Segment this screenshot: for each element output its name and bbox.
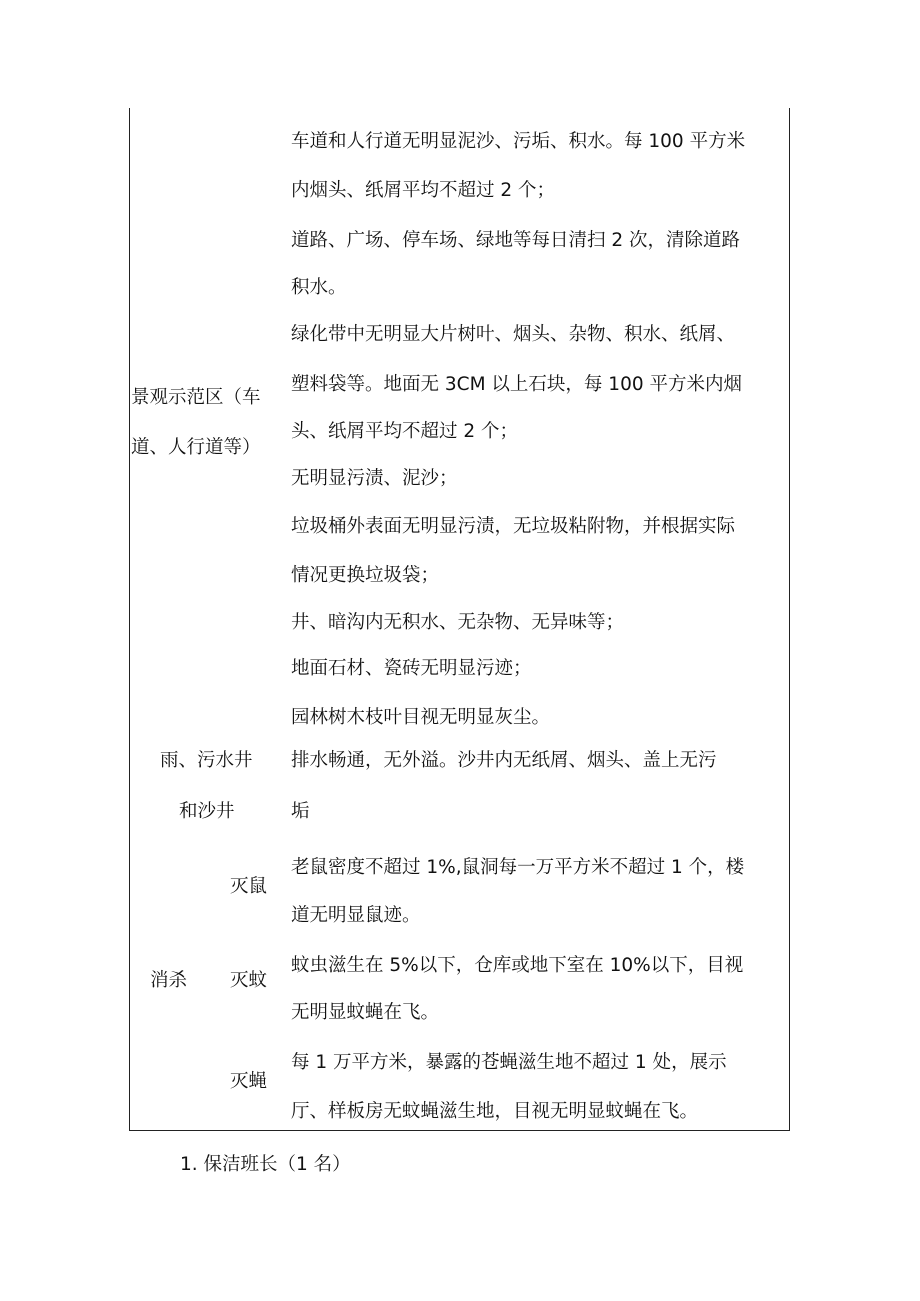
content-line: 园林树木枝叶目视无明显灰尘。 [291, 707, 551, 728]
content-line: 每 1 万平方米，暴露的苍蝇滋生地不超过 1 处，展示 [291, 1052, 727, 1073]
content-line: 地面石材、瓷砖无明显污迹； [291, 658, 532, 679]
content-line: 绿化带中无明显大片树叶、烟头、杂物、积水、纸屑、 [291, 324, 736, 345]
content-line: 内烟头、纸屑平均不超过 2 个； [291, 180, 556, 201]
sub-label-mosquito: 灭蚊 [230, 970, 268, 991]
content-line: 垢 [291, 801, 310, 822]
row-label-well-line2: 和沙井 [179, 801, 235, 822]
content-line: 头、纸屑平均不超过 2 个； [291, 421, 519, 442]
content-line: 无明显蚊蝇在飞。 [291, 1002, 440, 1023]
content-line: 无明显污渍、泥沙； [291, 468, 458, 489]
content-line: 情况更换垃圾袋； [291, 565, 440, 586]
content-line: 蚊虫滋生在 5%以下，仓库或地下室在 10%以下，目视 [291, 955, 744, 976]
table-border-right [789, 108, 790, 1131]
row-label-scenic-line1: 景观示范区（车 [131, 387, 261, 408]
sub-label-rodent: 灭鼠 [230, 876, 268, 897]
section-heading: 1. 保洁班长（1 名） [180, 1154, 351, 1175]
content-line: 垃圾桶外表面无明显污渍，无垃圾粘附物，并根据实际 [291, 516, 736, 537]
content-line: 积水。 [291, 277, 347, 298]
row-label-disinfection: 消杀 [150, 970, 188, 991]
content-line: 排水畅通，无外溢。沙井内无纸屑、烟头、盖上无污 [291, 750, 717, 771]
row-label-scenic-line2: 道、人行道等） [131, 437, 261, 458]
sub-label-fly: 灭蝇 [230, 1071, 268, 1092]
content-line: 井、暗沟内无积水、无杂物、无异味等； [291, 612, 625, 633]
row-label-well-line1: 雨、污水井 [160, 750, 253, 771]
content-line: 车道和人行道无明显泥沙、污垢、积水。每 100 平方米 [291, 131, 746, 152]
content-line: 道路、广场、停车场、绿地等每日清扫 2 次，清除道路 [291, 230, 741, 251]
content-line: 道无明显鼠迹。 [291, 905, 421, 926]
table-border-left [129, 108, 130, 1131]
content-line: 厅、样板房无蚊蝇滋生地，目视无明显蚊蝇在飞。 [291, 1101, 699, 1122]
content-line: 塑料袋等。地面无 3CM 以上石块，每 100 平方米内烟 [291, 374, 742, 395]
content-line: 老鼠密度不超过 1%,鼠洞每一万平方米不超过 1 个，楼 [291, 857, 745, 878]
table-border-bottom [129, 1130, 790, 1131]
